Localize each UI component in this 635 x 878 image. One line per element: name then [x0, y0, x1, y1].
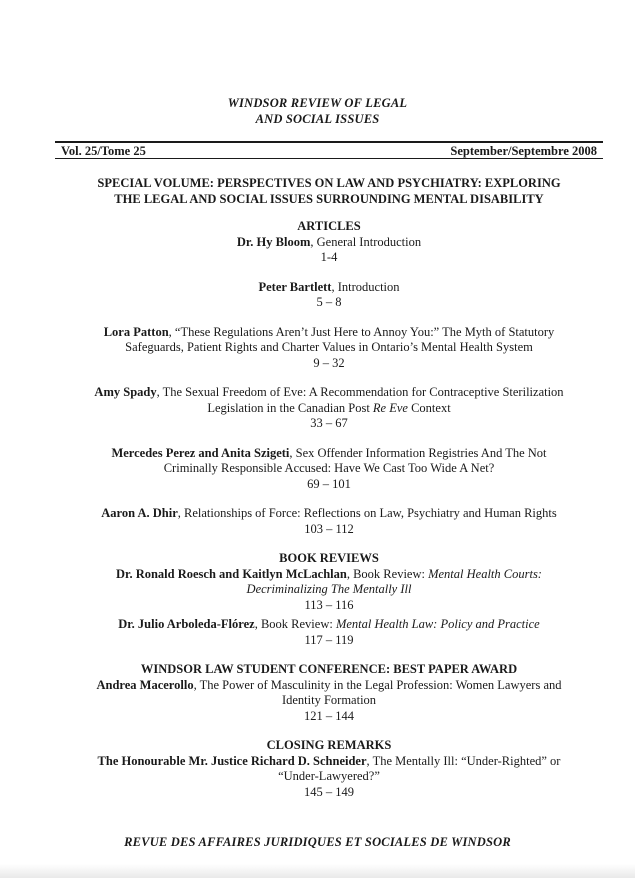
separator: ,	[346, 566, 354, 581]
conference-heading: WINDSOR LAW STUDENT CONFERENCE: BEST PAPER AWARD	[140, 662, 518, 676]
article-author: Dr. Hy Bloom	[236, 234, 311, 249]
article-author: Mercedes Perez and Anita Szigeti	[111, 445, 290, 460]
article-title-line1: The Sexual Freedom of Eve: A Recommendation for Contraceptive Sterilization	[162, 385, 564, 399]
separator: ,	[331, 279, 338, 294]
article-pages: 1-4	[320, 250, 338, 264]
article-entry	[60, 280, 598, 311]
article-title-line1: Sex Offender Information Registries And The Not	[295, 445, 547, 460]
separator: ,	[310, 234, 317, 249]
closing-entry	[60, 754, 598, 801]
article-title: Introduction	[337, 279, 400, 294]
closing-title-line1: The Mentally Ill: “Under-Righted” or	[372, 753, 561, 768]
article-title-line2: Safeguards, Patient Rights and Charter Values in Ontario’s Mental Health System	[125, 340, 533, 354]
article-author: Aaron A. Dhir	[101, 506, 178, 520]
article-entry	[60, 325, 598, 372]
article-pages: 69 – 101	[307, 476, 351, 491]
special-volume-line1: SPECIAL VOLUME: PERSPECTIVES ON LAW AND PSYCHIATRY: EXPLORING	[97, 176, 561, 190]
review-author: Dr. Ronald Roesch and Kaitlyn McLachlan	[116, 566, 347, 581]
review-title-line1: Mental Health Courts:	[428, 566, 542, 581]
separator: ,	[254, 617, 261, 631]
closing-title-line2: “Under-Lawyered?”	[278, 769, 380, 783]
volume-label: Vol. 25/Tome 25	[61, 144, 146, 158]
article-title: General Introduction	[316, 234, 422, 249]
review-prefix: Book Review:	[353, 566, 429, 581]
conference-title-line1: The Power of Masculinity in the Legal Profession: Women Lawyers and	[199, 677, 562, 692]
article-title: Relationships of Force: Reflections on Law, Psychiatry and Human Rights	[184, 506, 557, 520]
separator: ,	[156, 385, 163, 399]
review-author: Dr. Julio Arboleda-Flórez	[118, 617, 255, 631]
article-title-line1: “These Regulations Aren’t Just Here to Annoy You:” The Myth of Statutory	[174, 324, 555, 339]
volume-bar	[55, 141, 603, 159]
conference-entry	[60, 678, 598, 725]
article-title-line2: Criminally Responsible Accused: Have We Cast Too Wide A Net?	[163, 461, 495, 475]
review-prefix: Book Review:	[260, 617, 336, 631]
special-volume-line2: THE LEGAL AND SOCIAL ISSUES SURROUNDING MENTAL DISABILITY	[114, 192, 544, 206]
article-pages: 103 – 112	[304, 521, 354, 536]
book-review-entry	[60, 617, 598, 648]
article-title-part: Legislation in the Canadian Post	[207, 400, 373, 415]
article-entry	[60, 235, 598, 266]
article-pages: 9 – 32	[313, 355, 345, 370]
article-pages: 5 – 8	[316, 295, 342, 309]
separator: ,	[177, 506, 184, 520]
journal-title-line2: AND SOCIAL ISSUES	[255, 112, 380, 126]
article-author: Lora Patton	[103, 324, 169, 339]
book-reviews-heading: BOOK REVIEWS	[279, 551, 379, 565]
closing-pages: 145 – 149	[304, 784, 354, 799]
separator: ,	[193, 677, 200, 692]
separator: ,	[289, 445, 296, 460]
article-entry	[60, 446, 598, 493]
article-author: Amy Spady	[94, 385, 157, 399]
article-pages: 33 – 67	[310, 416, 348, 430]
review-pages: 117 – 119	[304, 632, 354, 647]
journal-title	[0, 95, 635, 127]
separator: ,	[168, 324, 175, 339]
table-of-contents	[60, 175, 598, 814]
review-title-line2: Decriminalizing The Mentally Ill	[246, 582, 412, 596]
footer-title: REVUE DES AFFAIRES JURIDIQUES ET SOCIALES DE WINDSOR	[124, 835, 511, 849]
page-bottom-shadow	[0, 864, 635, 878]
conference-pages: 121 – 144	[304, 708, 354, 723]
separator: ,	[366, 753, 373, 768]
review-title: Mental Health Law: Policy and Practice	[335, 617, 540, 631]
closing-author: The Honourable Mr. Justice Richard D. Schneider	[97, 753, 367, 768]
article-author: Peter Bartlett	[258, 279, 332, 294]
article-entry	[60, 385, 598, 432]
review-pages: 113 – 116	[304, 597, 354, 612]
articles-heading: ARTICLES	[297, 219, 361, 233]
article-entry	[60, 506, 598, 537]
journal-title-line1: WINDSOR REVIEW OF LEGAL	[227, 96, 408, 110]
conference-title-line2: Identity Formation	[281, 693, 377, 707]
closing-heading: CLOSING REMARKS	[266, 738, 392, 752]
article-title-italic: Re Eve	[372, 400, 408, 415]
book-review-entry	[60, 567, 598, 614]
article-title-part: Context	[407, 400, 451, 415]
conference-author: Andrea Macerollo	[96, 677, 194, 692]
article-title-line2	[60, 401, 598, 417]
issue-date: September/Septembre 2008	[450, 144, 597, 158]
special-volume-title	[60, 175, 598, 207]
